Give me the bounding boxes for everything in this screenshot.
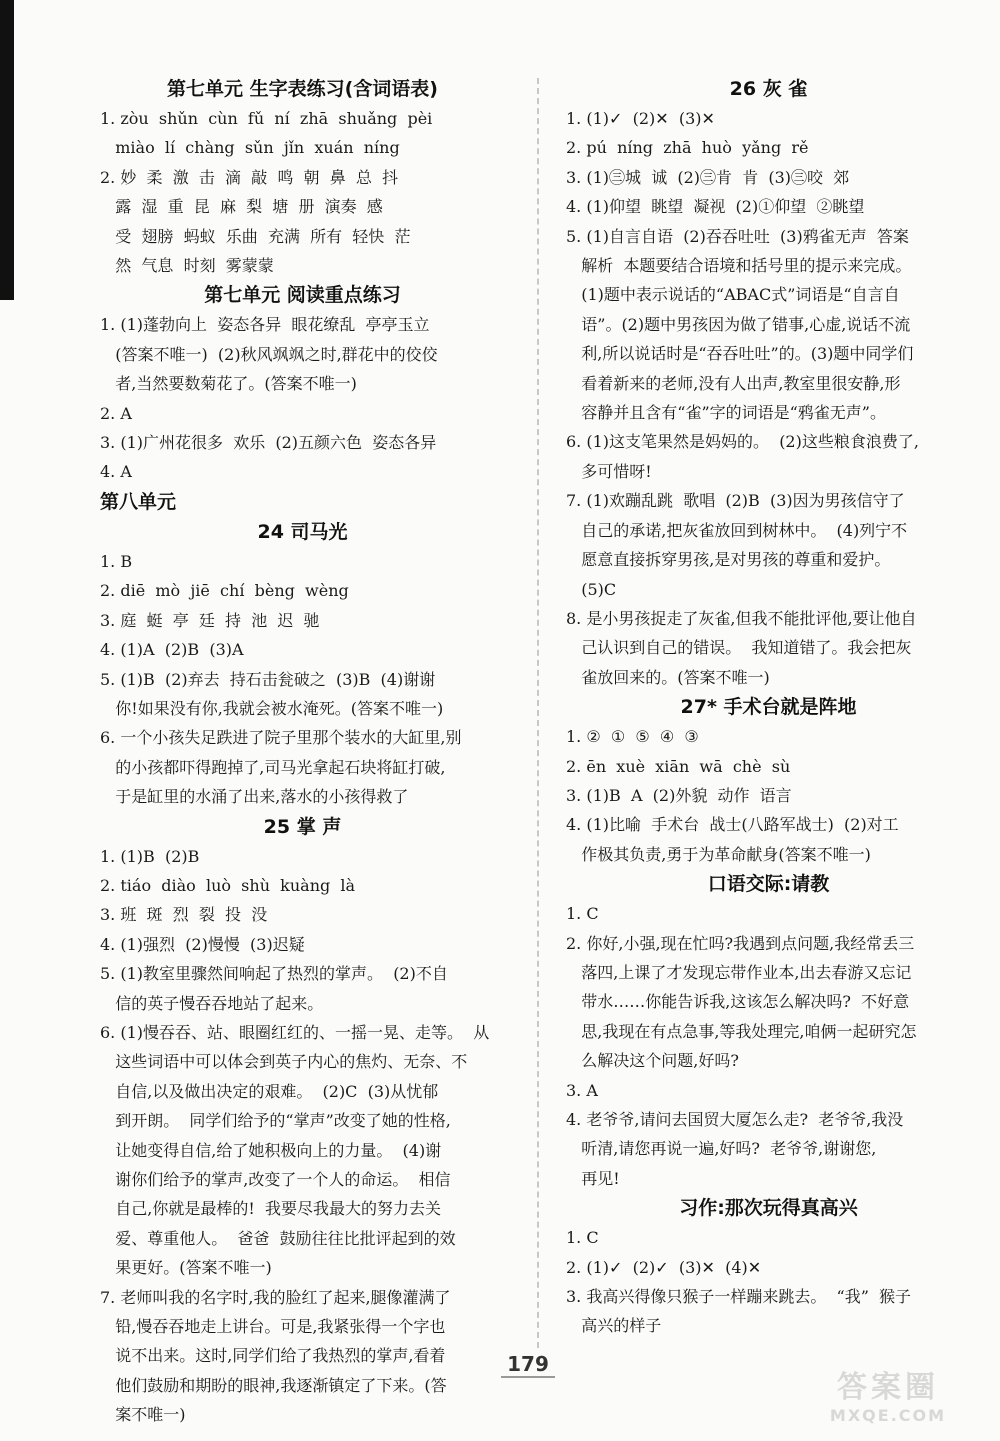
watermark-logo xyxy=(788,1362,988,1425)
answer-line: 案不唯一) xyxy=(100,1405,186,1425)
section-heading: 26 灰 雀 xyxy=(729,78,808,100)
answer-line: 4. 老爷爷,请问去国贸大厦怎么走? 老爷爷,我没 xyxy=(566,1110,904,1129)
answer-line: 说不出来。这时,同学们给了我热烈的掌声,看着 xyxy=(100,1346,446,1366)
answer-line: 利,所以说话时是“吞吞吐吐”的。(3)题中同学们 xyxy=(566,344,914,364)
answer-line: 的小孩都吓得跑掉了,司马光拿起石块将缸打破, xyxy=(100,757,446,777)
answer-line: 看着新来的老师,没有人出声,教室里很安静,形 xyxy=(566,373,901,393)
answer-line: 5. (1)B (2)弃去 持石击瓮破之 (3)B (4)谢谢 xyxy=(100,669,436,689)
answer-line: 4. (1)比喻 手术台 战士(八路军战士) (2)对工 xyxy=(566,815,899,835)
answer-line: 2. 妙 柔 激 击 滴 敲 鸣 朝 鼻 总 抖 xyxy=(100,167,399,187)
section-heading: 第七单元 阅读重点练习 xyxy=(204,284,401,307)
answer-line: 者,当然要数菊花了。(答案不唯一) xyxy=(100,374,357,394)
right-column xyxy=(566,74,971,1341)
answer-line: 2. tiáo diào luò shù kuàng là xyxy=(100,875,356,895)
page-number-area xyxy=(448,1352,608,1378)
answer-line: 自己,你就是最棒的! 我要尽我最大的努力去关 xyxy=(100,1199,441,1219)
answer-line: 到开朗。 同学们给予的“掌声”改变了她的性格, xyxy=(100,1111,451,1131)
answer-line: 3. (1)㊂城 诚 (2)㊂肯 肯 (3)㊂咬 郊 xyxy=(566,167,850,187)
answer-line: 自己的承诺,把灰雀放回到树林中。 (4)列宁不 xyxy=(566,520,908,540)
section-heading: 27* 手术台就是阵地 xyxy=(680,696,857,719)
answer-line: 果更好。(答案不唯一) xyxy=(100,1258,272,1278)
watermark-url: MXQE.COM xyxy=(829,1406,947,1425)
answer-line: 5. (1)自言自语 (2)吞吞吐吐 (3)鸦雀无声 答案 xyxy=(566,226,909,246)
answer-line: 1. B xyxy=(100,551,133,571)
answer-line: 2. (1)✓ (2)✓ (3)✕ (4)✕ xyxy=(566,1257,762,1277)
answer-line: 1. zòu shǔn cùn fǔ ní zhā shuǎng pèi xyxy=(100,109,433,128)
answer-line: (1)题中表示说话的“ABAC式”词语是“自言自 xyxy=(566,285,900,305)
answer-line: 爱、尊重他人。 爸爸 鼓励往往比批评起到的效 xyxy=(100,1228,456,1248)
unit-heading: 第八单元 xyxy=(100,490,177,513)
answer-line: 这些词语中可以体会到英子内心的焦灼、无奈、不 xyxy=(100,1052,468,1072)
answer-line: 2. diē mò jiē chí bèng wèng xyxy=(100,581,349,601)
answer-line: 3. A xyxy=(566,1080,598,1100)
answer-line: 你!如果没有你,我就会被水淹死。(答案不唯一) xyxy=(100,698,444,718)
section-heading: 第七单元 生字表练习(含词语表) xyxy=(167,78,438,100)
answer-line: 解析 本题要结合语境和括号里的提示来完成。 xyxy=(566,256,912,276)
section-heading: 习作:那次玩得真高兴 xyxy=(679,1197,858,1220)
answer-line: 谢你们给予的掌声,改变了一个人的命运。 相信 xyxy=(100,1170,451,1189)
watermark-text: 答案圈 xyxy=(837,1370,939,1405)
column-divider xyxy=(537,78,539,1348)
answer-line: 7. 老师叫我的名字时,我的脸红了起来,腿像灌满了 xyxy=(100,1287,451,1307)
answer-line: 1. C xyxy=(566,904,599,924)
answer-line: 自信,以及做出决定的艰难。 (2)C (3)从忧郁 xyxy=(100,1081,439,1101)
answer-line: 信的英子慢吞吞地站了起来。 xyxy=(100,993,324,1013)
answer-line: 么解决这个问题,好吗? xyxy=(566,1051,739,1071)
answer-line: 6. (1)这支笔果然是妈妈的。 (2)这些粮食浪费了, xyxy=(566,432,919,452)
answer-line: 落四,上课了才发现忘带作业本,出去春游又忘记 xyxy=(566,962,912,982)
page-number: 179 xyxy=(501,1352,555,1378)
answer-line: 他们鼓励和期盼的眼神,我逐渐镇定了下来。(答 xyxy=(100,1375,447,1395)
answer-line: 思,我现在有点急事,等我处理完,咱俩一起研究怎 xyxy=(566,1021,917,1041)
answer-line: 5. (1)教室里骤然间响起了热烈的掌声。 (2)不自 xyxy=(100,964,448,984)
answer-line: 愿意直接拆穿男孩,是对男孩的尊重和爱护。 xyxy=(566,550,891,570)
answer-line: 1. C xyxy=(566,1228,599,1248)
answer-line: 作极其负责,勇于为革命献身(答案不唯一) xyxy=(566,844,871,864)
answer-line: 6. (1)慢吞吞、站、眼圈红红的、一摇一晃、走等。 从 xyxy=(100,1022,490,1042)
answer-line: 受 翅膀 蚂蚁 乐曲 充满 所有 轻快 茫 xyxy=(100,226,411,246)
answer-line: 4. (1)强烈 (2)慢慢 (3)迟疑 xyxy=(100,934,305,954)
answer-line: 3. 庭 蜓 亭 廷 持 池 迟 驰 xyxy=(100,610,320,630)
answer-line: 1. (1)✓ (2)✕ (3)✕ xyxy=(566,109,715,128)
answer-line: (答案不唯一) (2)秋风飒飒之时,群花中的佼佼 xyxy=(100,344,438,364)
answer-line: 3. 班 斑 烈 裂 投 没 xyxy=(100,905,268,925)
answer-line: 2. 你好,小强,现在忙吗?我遇到点问题,我经常丢三 xyxy=(566,933,915,953)
answer-line: 2. ēn xuè xiān wā chè sù xyxy=(566,756,791,776)
answer-line: 3. (1)B A (2)外貌 动作 语言 xyxy=(566,785,792,805)
section-heading: 24 司马光 xyxy=(257,520,348,543)
answer-line: 7. (1)欢蹦乱跳 歌唱 (2)B (3)因为男孩信守了 xyxy=(566,491,905,511)
answer-line: 己认识到自己的错误。 我知道错了。我会把灰 xyxy=(566,638,912,658)
answer-line: 6. 一个小孩失足跌进了院子里那个装水的大缸里,别 xyxy=(100,728,462,748)
answer-line: 8. 是小男孩捉走了灰雀,但我不能批评他,要让他自 xyxy=(566,608,917,628)
answer-line: 2. A xyxy=(100,403,132,423)
answer-line: 雀放回来的。(答案不唯一) xyxy=(566,667,770,687)
answer-line: 听清,请您再说一遍,好吗? 老爷爷,谢谢您, xyxy=(566,1139,877,1159)
answer-line: 然 气息 时刻 雾蒙蒙 xyxy=(100,256,274,276)
answer-line: 4. (1)A (2)B (3)A xyxy=(100,640,244,660)
answer-line: (5)C xyxy=(566,579,617,599)
answer-line: 1. (1)蓬勃向上 姿态各异 眼花缭乱 亭亭玉立 xyxy=(100,315,430,335)
answer-line: 于是缸里的水涌了出来,落水的小孩得救了 xyxy=(100,787,409,807)
answer-line: 多可惜呀! xyxy=(566,461,652,481)
answer-line: 2. pú níng zhā huò yǎng rě xyxy=(566,138,809,158)
answer-line: 高兴的样子 xyxy=(566,1316,662,1336)
answer-line: 1. (1)B (2)B xyxy=(100,846,200,866)
answer-line: 4. A xyxy=(100,462,132,482)
answer-line: 铅,慢吞吞地走上讲台。可是,我紧张得一个字也 xyxy=(100,1317,446,1337)
answer-line: 让她变得自信,给了她积极向上的力量。 (4)谢 xyxy=(100,1140,442,1160)
answer-line: 语”。(2)题中男孩因为做了错事,心虚,说话不流 xyxy=(566,314,911,334)
answer-line: 带水……你能告诉我,这该怎么解决吗? 不好意 xyxy=(566,992,910,1012)
answer-line: 露 湿 重 昆 麻 梨 塘 册 演奏 感 xyxy=(100,197,383,217)
answer-line: 3. (1)广州花很多 欢乐 (2)五颜六色 姿态各异 xyxy=(100,433,437,453)
left-column xyxy=(100,74,505,1430)
answer-line: 再见! xyxy=(566,1168,620,1188)
answer-line: 4. (1)仰望 眺望 凝视 (2)①仰望 ②眺望 xyxy=(566,197,865,217)
answer-line: miào lí chàng sǔn jǐn xuán níng xyxy=(100,138,400,158)
answer-line: 1. ② ① ⑤ ④ ③ xyxy=(566,727,699,747)
left-edge-bar xyxy=(0,0,14,300)
section-heading: 25 掌 声 xyxy=(263,815,342,838)
section-heading: 口语交际:请教 xyxy=(707,873,830,896)
answer-line: 容静并且含有“雀”字的词语是“鸦雀无声”。 xyxy=(566,403,886,423)
answer-line: 3. 我高兴得像只猴子一样蹦来跳去。 “我” 猴子 xyxy=(566,1287,912,1307)
